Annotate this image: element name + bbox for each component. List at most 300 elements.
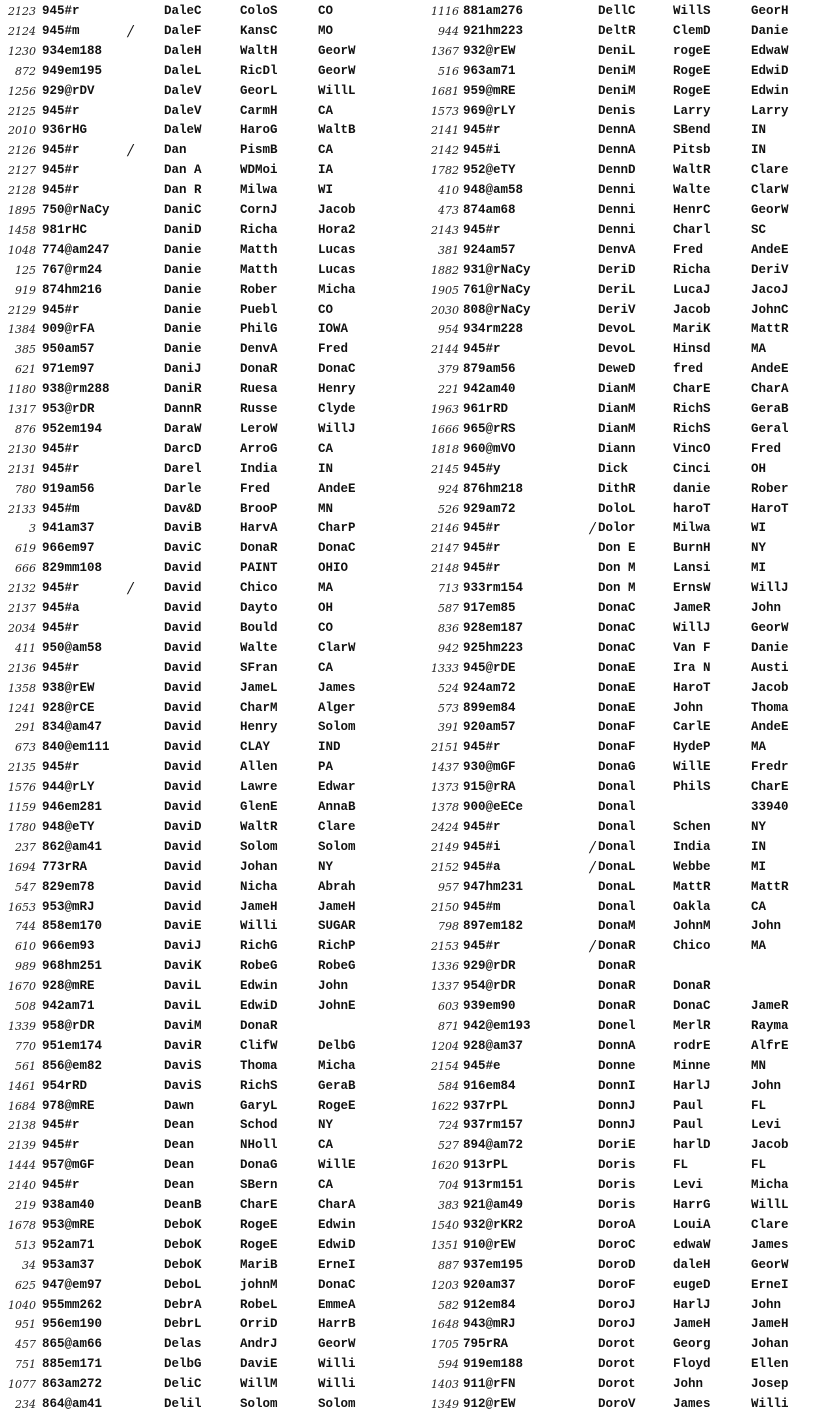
first-name-abbrev: DaniR xyxy=(164,382,202,397)
state-or-relative-abbrev: CharA xyxy=(751,382,789,397)
first-name-abbrev: DeanB xyxy=(164,1198,202,1212)
state-or-relative-abbrev: DeriV xyxy=(751,262,789,277)
entry-number: 2133 xyxy=(8,502,36,516)
place-or-parent-abbrev: rodrE xyxy=(673,1038,711,1053)
record-code: 945#r xyxy=(463,541,501,556)
entry-number: 1159 xyxy=(8,801,36,814)
entry-number: 1653 xyxy=(8,900,36,914)
first-name-abbrev: DeniM xyxy=(598,63,636,78)
first-name-abbrev: DaviS xyxy=(164,1078,202,1093)
first-name-abbrev: DonaR xyxy=(598,999,636,1013)
first-name-abbrev: DennA xyxy=(598,143,636,158)
place-or-parent-abbrev: ColoS xyxy=(240,4,278,18)
first-name-abbrev: DaleF xyxy=(164,23,202,38)
first-name-abbrev: DonaG xyxy=(598,760,636,775)
state-or-relative-abbrev: Micha xyxy=(751,1178,789,1193)
entry-number: 508 xyxy=(15,1000,36,1013)
record-code: 919em188 xyxy=(463,1357,524,1372)
record-code: 945#r xyxy=(463,521,501,536)
first-name-abbrev: DoroV xyxy=(598,1397,636,1411)
place-or-parent-abbrev: GlenE xyxy=(240,800,278,814)
entry-number: 871 xyxy=(438,1019,459,1033)
record-code: 900@eECe xyxy=(463,800,524,814)
state-or-relative-abbrev: Rober xyxy=(751,481,789,496)
record-code: 876hm218 xyxy=(463,481,524,496)
place-or-parent-abbrev: Puebl xyxy=(240,302,278,317)
state-or-relative-abbrev: AndeE xyxy=(751,720,789,735)
entry-number: 516 xyxy=(438,64,459,78)
entry-number: 584 xyxy=(438,1079,459,1093)
place-or-parent-abbrev: Walte xyxy=(240,640,278,655)
state-or-relative-abbrev: CO xyxy=(318,620,334,635)
first-name-abbrev: David xyxy=(164,680,202,695)
place-or-parent-abbrev: CornJ xyxy=(240,203,278,217)
record-code: 945#r xyxy=(463,342,501,357)
entry-number: 951 xyxy=(15,1318,36,1332)
record-code: 949em195 xyxy=(42,63,103,78)
state-or-relative-abbrev: FL xyxy=(751,1158,767,1173)
first-name-abbrev: Donal xyxy=(598,800,636,814)
place-or-parent-abbrev: OrriD xyxy=(240,1317,278,1332)
state-or-relative-abbrev: Thoma xyxy=(751,700,789,715)
state-or-relative-abbrev: CO xyxy=(318,302,334,317)
record-code: 947hm231 xyxy=(463,879,524,894)
place-or-parent-abbrev: Russe xyxy=(240,402,278,416)
record-code: 945#r xyxy=(42,441,80,456)
record-code: 929am72 xyxy=(463,501,516,516)
first-name-abbrev: DeboK xyxy=(164,1217,202,1232)
record-code: 953@mRE xyxy=(42,1217,95,1232)
place-or-parent-abbrev: MariK xyxy=(673,322,711,337)
state-or-relative-abbrev: WillJ xyxy=(751,581,789,596)
entry-number: 1684 xyxy=(8,1099,36,1113)
record-code: 864@am41 xyxy=(42,1397,103,1411)
entry-number: 1256 xyxy=(8,84,36,98)
record-code: 942am71 xyxy=(42,999,95,1013)
place-or-parent-abbrev: ErnsW xyxy=(673,581,711,596)
entry-number: 2141 xyxy=(431,124,459,138)
place-or-parent-abbrev: NHoll xyxy=(240,1138,278,1153)
first-name-abbrev: DaviE xyxy=(164,919,202,934)
place-or-parent-abbrev: CharE xyxy=(240,1198,278,1212)
record-code: 899em84 xyxy=(463,700,516,715)
state-or-relative-abbrev: Alger xyxy=(318,700,356,715)
place-or-parent-abbrev: DenvA xyxy=(240,342,278,357)
place-or-parent-abbrev: danie xyxy=(673,481,711,496)
state-or-relative-abbrev: Clyde xyxy=(318,402,356,416)
entry-number: 673 xyxy=(15,741,36,755)
entry-number: 625 xyxy=(15,1278,36,1292)
state-or-relative-abbrev: John xyxy=(318,979,349,994)
entry-number: 1351 xyxy=(431,1238,459,1252)
record-code: 948@am58 xyxy=(463,183,524,198)
state-or-relative-abbrev: RichP xyxy=(318,939,356,954)
record-code: 966em97 xyxy=(42,541,95,556)
first-name-abbrev: Danie xyxy=(164,342,202,357)
first-name-abbrev: Donal xyxy=(598,839,636,854)
place-or-parent-abbrev: Larry xyxy=(673,103,711,118)
state-or-relative-abbrev: JameH xyxy=(318,899,356,914)
entry-number: 2150 xyxy=(431,900,459,914)
record-code: 953@mRJ xyxy=(42,899,95,914)
entry-number: 944 xyxy=(438,24,459,38)
state-or-relative-abbrev: MI xyxy=(751,859,767,874)
record-code: 952@eTY xyxy=(463,163,516,178)
first-name-abbrev: Donal xyxy=(598,780,636,795)
entry-number: 2128 xyxy=(8,184,36,198)
place-or-parent-abbrev: MerlR xyxy=(673,1018,711,1033)
place-or-parent-abbrev: Hinsd xyxy=(673,342,711,357)
entry-number: 1461 xyxy=(8,1079,36,1093)
record-code: 897em182 xyxy=(463,919,524,934)
first-name-abbrev: Delas xyxy=(164,1337,202,1352)
entry-number: 383 xyxy=(438,1199,459,1212)
state-or-relative-abbrev: OH xyxy=(318,601,334,615)
first-name-abbrev: DaviD xyxy=(164,819,202,834)
entry-number: 473 xyxy=(438,204,459,217)
record-code: 945#r xyxy=(42,461,80,476)
record-code: 946em281 xyxy=(42,800,103,814)
entry-number: 1077 xyxy=(8,1378,36,1392)
entry-number: 237 xyxy=(15,840,36,854)
state-or-relative-abbrev: SC xyxy=(751,222,767,237)
first-name-abbrev: DaviS xyxy=(164,1058,202,1073)
first-name-abbrev: DevoL xyxy=(598,342,636,357)
state-or-relative-abbrev: RobeG xyxy=(318,959,356,974)
first-name-abbrev: Doris xyxy=(598,1178,636,1193)
first-name-abbrev: David xyxy=(164,859,202,874)
entry-number: 527 xyxy=(438,1139,459,1153)
first-name-abbrev: DarcD xyxy=(164,441,202,456)
place-or-parent-abbrev: Georg xyxy=(673,1337,711,1352)
entry-number: 989 xyxy=(15,960,36,974)
entry-number: 2144 xyxy=(431,343,459,357)
first-name-abbrev: DeweD xyxy=(598,362,636,377)
record-code: 924am57 xyxy=(463,242,516,257)
place-or-parent-abbrev: WillE xyxy=(673,760,711,775)
place-or-parent-abbrev: daleH xyxy=(673,1257,711,1272)
entry-number: 2153 xyxy=(431,940,459,954)
state-or-relative-abbrev: JohnC xyxy=(751,302,789,317)
entry-number: 1540 xyxy=(431,1218,459,1232)
record-code: 925hm223 xyxy=(463,640,524,655)
state-or-relative-abbrev: Willi xyxy=(318,1377,356,1392)
state-or-relative-abbrev: JohnE xyxy=(318,999,356,1013)
entry-number: 2138 xyxy=(8,1119,36,1133)
first-name-abbrev: DonaF xyxy=(598,740,636,755)
first-name-abbrev: Darle xyxy=(164,481,202,496)
state-or-relative-abbrev: Edwin xyxy=(318,1217,356,1232)
entry-number: 547 xyxy=(15,880,36,894)
first-name-abbrev: David xyxy=(164,700,202,715)
state-or-relative-abbrev: JameH xyxy=(751,1317,789,1332)
record-code: 945#r xyxy=(463,939,501,954)
record-code: 929@rDR xyxy=(463,959,516,974)
place-or-parent-abbrev: Webbe xyxy=(673,859,711,874)
place-or-parent-abbrev: Johan xyxy=(240,859,278,874)
place-or-parent-abbrev: RobeL xyxy=(240,1297,278,1312)
entry-number: 1670 xyxy=(8,980,36,994)
record-code: 885em171 xyxy=(42,1357,103,1372)
entry-number: 1705 xyxy=(431,1338,459,1352)
state-or-relative-abbrev: EdwaW xyxy=(751,43,789,58)
place-or-parent-abbrev: CLAY xyxy=(240,740,271,755)
first-name-abbrev: Dean xyxy=(164,1178,195,1193)
place-or-parent-abbrev: HenrC xyxy=(673,203,711,217)
first-name-abbrev: Dan xyxy=(164,143,187,158)
record-code: 928@am37 xyxy=(463,1038,524,1053)
entry-number: 385 xyxy=(15,343,36,357)
place-or-parent-abbrev: GaryL xyxy=(240,1098,278,1113)
record-code: 912@rEW xyxy=(463,1397,516,1411)
state-or-relative-abbrev: Clare xyxy=(751,163,789,178)
entry-number: 957 xyxy=(438,880,459,894)
place-or-parent-abbrev: JameR xyxy=(673,601,711,615)
entry-number: 954 xyxy=(438,323,459,337)
record-code: 961rRD xyxy=(463,402,509,416)
place-or-parent-abbrev: HarrG xyxy=(673,1198,711,1212)
first-name-abbrev: David xyxy=(164,640,202,655)
first-name-abbrev: Diann xyxy=(598,441,636,456)
place-or-parent-abbrev: Rober xyxy=(240,282,278,297)
first-name-abbrev: DevoL xyxy=(598,322,636,337)
first-name-abbrev: DeniM xyxy=(598,83,636,98)
entry-number: 2034 xyxy=(8,621,36,635)
record-code: 951em174 xyxy=(42,1038,103,1053)
state-or-relative-abbrev: GeorW xyxy=(751,203,789,217)
first-name-abbrev: David xyxy=(164,800,202,814)
entry-number: 1818 xyxy=(431,442,459,456)
first-name-abbrev: DonaR xyxy=(598,959,636,974)
place-or-parent-abbrev: Ira N xyxy=(673,660,711,675)
place-or-parent-abbrev: HarlJ xyxy=(673,1297,711,1312)
record-code: 840@em111 xyxy=(42,740,110,755)
place-or-parent-abbrev: DaviE xyxy=(240,1357,278,1372)
state-or-relative-abbrev: CharE xyxy=(751,780,789,795)
entry-number: 379 xyxy=(438,363,459,377)
record-code: 943@mRJ xyxy=(463,1317,516,1332)
first-name-abbrev: DonnJ xyxy=(598,1118,636,1133)
first-name-abbrev: DebrA xyxy=(164,1297,202,1312)
entry-number: 594 xyxy=(438,1358,459,1372)
place-or-parent-abbrev: Henry xyxy=(240,720,278,735)
record-code: 957@mGF xyxy=(42,1158,95,1173)
state-or-relative-abbrev: Henry xyxy=(318,382,356,397)
state-or-relative-abbrev: Clare xyxy=(751,1217,789,1232)
state-or-relative-abbrev: Edwar xyxy=(318,780,356,795)
first-name-abbrev: Donal xyxy=(598,819,636,834)
state-or-relative-abbrev: Rayma xyxy=(751,1018,789,1033)
entry-number: 2131 xyxy=(8,462,36,476)
place-or-parent-abbrev: Minne xyxy=(673,1058,711,1073)
place-or-parent-abbrev: James xyxy=(673,1397,711,1411)
record-code: 913rm151 xyxy=(463,1178,524,1193)
entry-number: 2129 xyxy=(8,303,36,317)
first-name-abbrev: DonaR xyxy=(598,979,636,994)
first-name-abbrev: DannR xyxy=(164,402,202,416)
record-code: 971em97 xyxy=(42,362,95,377)
entry-number: 1620 xyxy=(431,1159,459,1173)
first-name-abbrev: DonaR xyxy=(598,939,636,954)
state-or-relative-abbrev: WI xyxy=(751,521,767,536)
first-name-abbrev: DoriE xyxy=(598,1138,636,1153)
place-or-parent-abbrev: RogeE xyxy=(240,1237,278,1252)
entry-number: 1349 xyxy=(431,1398,459,1411)
entry-number: 291 xyxy=(15,721,36,735)
entry-number: 2136 xyxy=(8,661,36,675)
state-or-relative-abbrev: GeraB xyxy=(318,1078,356,1093)
place-or-parent-abbrev: DonaR xyxy=(240,1018,278,1033)
entry-number: 1378 xyxy=(431,801,459,814)
place-or-parent-abbrev: Walte xyxy=(673,183,711,198)
entry-number: 1963 xyxy=(431,403,459,416)
state-or-relative-abbrev: ErneI xyxy=(751,1277,789,1292)
entry-number: 924 xyxy=(438,482,459,496)
first-name-abbrev: DoroA xyxy=(598,1217,636,1232)
record-code: 761@rNaCy xyxy=(463,282,531,297)
first-name-abbrev: Danie xyxy=(164,302,202,317)
record-code: 938@rEW xyxy=(42,680,95,695)
state-or-relative-abbrev: Lucas xyxy=(318,262,356,277)
place-or-parent-abbrev: Schen xyxy=(673,819,711,834)
first-name-abbrev: Dan R xyxy=(164,183,202,198)
first-name-abbrev: Danie xyxy=(164,282,202,297)
place-or-parent-abbrev: Van F xyxy=(673,640,711,655)
record-code: 945#a xyxy=(463,859,501,874)
place-or-parent-abbrev: Dayto xyxy=(240,601,278,615)
place-or-parent-abbrev: Levi xyxy=(673,1178,704,1193)
entry-number: 919 xyxy=(15,283,36,297)
record-code: 933rm154 xyxy=(463,581,524,596)
first-name-abbrev: DeriD xyxy=(598,262,636,277)
place-or-parent-abbrev: ClifW xyxy=(240,1038,278,1053)
first-name-abbrev: DeltR xyxy=(598,23,636,38)
place-or-parent-abbrev: CharM xyxy=(240,700,278,715)
entry-number: 2135 xyxy=(8,761,36,775)
first-name-abbrev: DaleC xyxy=(164,4,202,18)
entry-number: 513 xyxy=(15,1238,36,1252)
state-or-relative-abbrev: NY xyxy=(751,819,767,834)
record-code: 912em84 xyxy=(463,1297,516,1312)
place-or-parent-abbrev: KansC xyxy=(240,23,278,38)
record-code: 795rRA xyxy=(463,1337,509,1352)
state-or-relative-abbrev: Johan xyxy=(751,1337,789,1352)
first-name-abbrev: DaleV xyxy=(164,83,202,98)
state-or-relative-abbrev: Solom xyxy=(318,1397,356,1411)
place-or-parent-abbrev: PhilS xyxy=(673,780,711,795)
record-code: 945#r xyxy=(42,4,80,18)
first-name-abbrev: Don M xyxy=(598,561,636,576)
state-or-relative-abbrev: AndeE xyxy=(318,481,356,496)
place-or-parent-abbrev: Thoma xyxy=(240,1058,278,1073)
record-code: 911@rFN xyxy=(463,1377,516,1392)
state-or-relative-abbrev: 33940 xyxy=(751,800,789,814)
record-code: 945#r xyxy=(42,183,80,198)
record-code: 945#r xyxy=(463,819,501,834)
first-name-abbrev: Don E xyxy=(598,541,636,556)
first-name-abbrev: DonnA xyxy=(598,1038,636,1053)
first-name-abbrev: Dean xyxy=(164,1158,195,1173)
state-or-relative-abbrev: EdwiD xyxy=(751,63,789,78)
state-or-relative-abbrev: John xyxy=(751,1078,782,1093)
place-or-parent-abbrev: WaltR xyxy=(673,163,711,178)
entry-number: 1317 xyxy=(8,403,36,416)
place-or-parent-abbrev: Ruesa xyxy=(240,382,278,397)
state-or-relative-abbrev: AndeE xyxy=(751,362,789,377)
state-or-relative-abbrev: ErneI xyxy=(318,1257,356,1272)
place-or-parent-abbrev: Lansi xyxy=(673,561,711,576)
state-or-relative-abbrev: MA xyxy=(318,581,334,596)
record-code: 939em90 xyxy=(463,999,516,1013)
first-name-abbrev: David xyxy=(164,839,202,854)
state-or-relative-abbrev: JameR xyxy=(751,999,789,1013)
state-or-relative-abbrev: GeorW xyxy=(751,1257,789,1272)
entry-number: 381 xyxy=(438,243,459,257)
record-code: 968hm251 xyxy=(42,959,103,974)
entry-number: 2149 xyxy=(431,840,459,854)
first-name-abbrev: DaleL xyxy=(164,63,202,78)
state-or-relative-abbrev: IND xyxy=(318,740,341,755)
record-code: 945#r xyxy=(463,561,501,576)
place-or-parent-abbrev: Richa xyxy=(673,262,711,277)
first-name-abbrev: DennA xyxy=(598,123,636,138)
place-or-parent-abbrev: Charl xyxy=(673,222,711,237)
first-name-abbrev: David xyxy=(164,561,202,576)
record-code: 945#r xyxy=(42,1118,80,1133)
first-name-abbrev: Doris xyxy=(598,1158,636,1173)
record-code: 931@rNaCy xyxy=(463,262,531,277)
entry-number: 457 xyxy=(15,1338,36,1352)
place-or-parent-abbrev: Matth xyxy=(240,242,278,257)
first-name-abbrev: Dorot xyxy=(598,1337,636,1352)
place-or-parent-abbrev: Richa xyxy=(240,222,278,237)
record-code: 953am37 xyxy=(42,1257,95,1272)
state-or-relative-abbrev: GeorW xyxy=(318,1337,356,1352)
place-or-parent-abbrev: johnM xyxy=(240,1277,278,1292)
record-code: 894@am72 xyxy=(463,1138,524,1153)
first-name-abbrev: DoroD xyxy=(598,1257,636,1272)
record-code: 920am57 xyxy=(463,720,516,735)
first-name-abbrev: DeriV xyxy=(598,302,636,317)
entry-number: 1622 xyxy=(431,1099,459,1113)
place-or-parent-abbrev: Schod xyxy=(240,1118,278,1133)
record-code: 938am40 xyxy=(42,1198,95,1212)
record-code: 938@rm288 xyxy=(42,382,110,397)
record-code: 808@rNaCy xyxy=(463,302,531,317)
place-or-parent-abbrev: Milwa xyxy=(673,521,711,536)
record-code: 945#m xyxy=(42,23,80,38)
record-code: 865@am66 xyxy=(42,1337,103,1352)
record-code: 945#i xyxy=(463,839,501,854)
record-code: 910@rEW xyxy=(463,1237,516,1252)
record-code: 917em85 xyxy=(463,601,516,615)
record-code: 928em187 xyxy=(463,620,524,635)
first-name-abbrev: DonaL xyxy=(598,879,636,894)
entry-number: 1694 xyxy=(8,860,36,874)
record-code: 950@am58 xyxy=(42,640,103,655)
first-name-abbrev: DianM xyxy=(598,402,636,416)
entry-number: 1895 xyxy=(8,204,36,217)
entry-number: 526 xyxy=(438,502,459,516)
check-mark: / xyxy=(128,21,134,40)
state-or-relative-abbrev: GeorW xyxy=(318,63,356,78)
entry-number: 2424 xyxy=(431,820,459,834)
first-name-abbrev: Danie xyxy=(164,262,202,277)
entry-number: 1358 xyxy=(8,681,36,695)
place-or-parent-abbrev: RichS xyxy=(673,402,711,416)
record-code: 945#r xyxy=(42,302,80,317)
entry-number: 391 xyxy=(438,721,459,735)
